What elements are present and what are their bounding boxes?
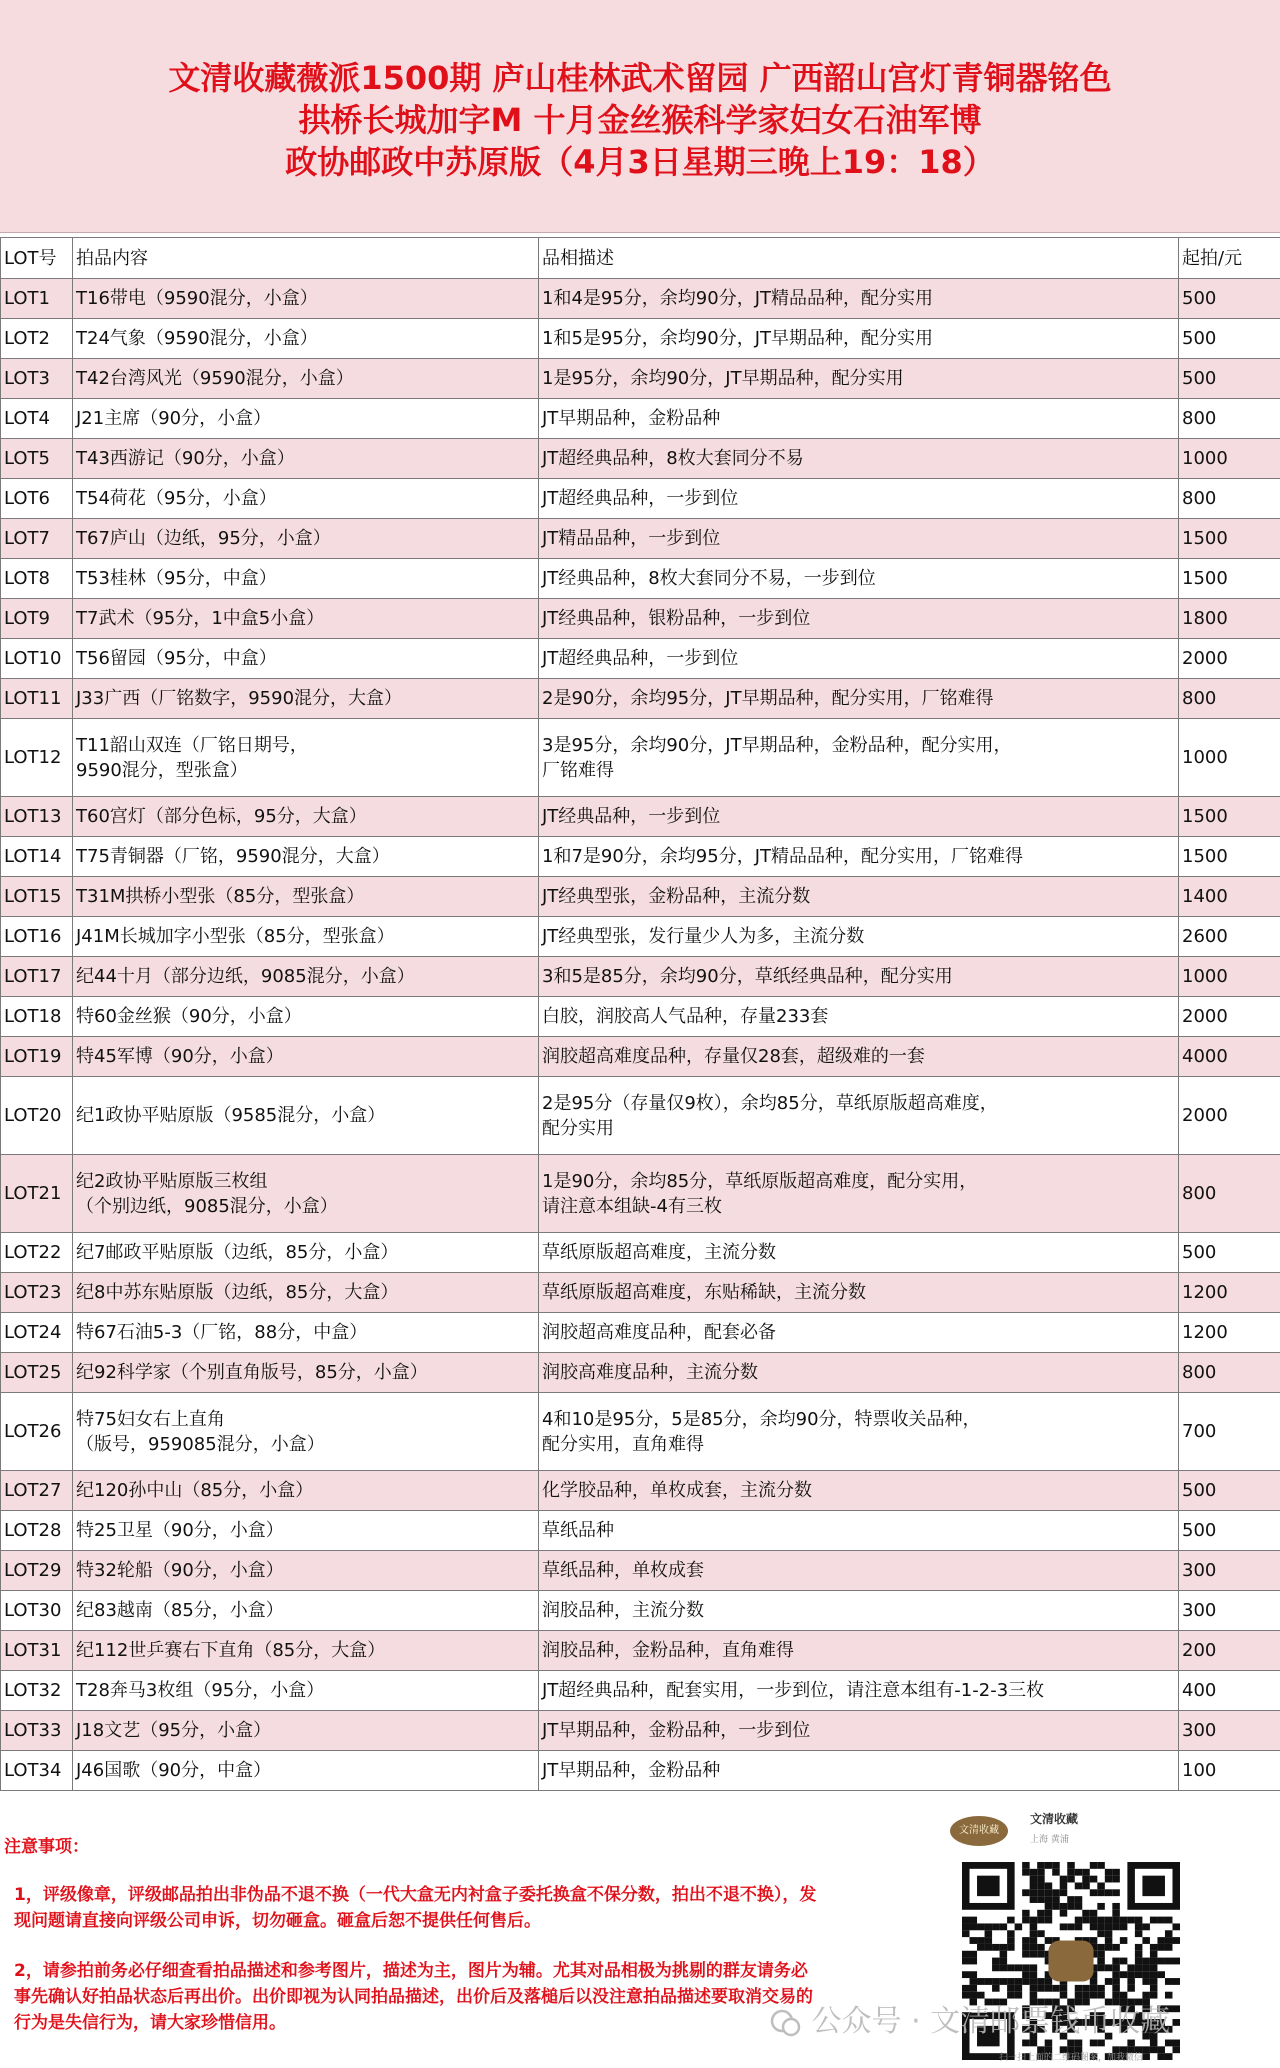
content-cell: 纪92科学家（个别直角版号，85分，小盒） (73, 1353, 539, 1393)
lot-cell: LOT20 (1, 1077, 73, 1155)
price-cell: 500 (1179, 279, 1280, 319)
price-cell: 300 (1179, 1591, 1280, 1631)
brand-card (950, 1806, 1190, 1866)
table-row (1, 1037, 1280, 1077)
watermark-text: 公众号 · 文清邮票钱币收藏 (811, 2004, 1171, 2039)
lot-cell: LOT28 (1, 1511, 73, 1551)
lot-cell: LOT3 (1, 359, 73, 399)
description-cell: 3是95分，余均90分，JT早期品种，金粉品种，配分实用， 厂铭难得 (539, 719, 1179, 797)
description-cell: 4和10是95分，5是85分，余均90分，特票收关品种， 配分实用，直角难得 (539, 1393, 1179, 1471)
lot-cell: LOT22 (1, 1233, 73, 1273)
content-cell: J41M长城加字小型张（85分，型张盒） (73, 917, 539, 957)
content-cell: 纪7邮政平贴原版（边纸，85分，小盒） (73, 1233, 539, 1273)
price-cell: 200 (1179, 1631, 1280, 1671)
description-cell: JT超经典品种，配套实用，一步到位，请注意本组有-1-2-3三枚 (539, 1671, 1179, 1711)
content-cell: J18文艺（95分，小盒） (73, 1711, 539, 1751)
note-2: 2，请参拍前务必仔细查看拍品描述和参考图片，描述为主，图片为辅。尤其对品相极为挑剔的群友请务必事先确认好拍品状态后再出价。出价即视为认同拍品描述，出价后及落槌后以没注意拍品描述要取消交易的行为是失信行为，请大家珍惜信用。 (14, 1961, 813, 2033)
table-header-row (1, 238, 1280, 279)
content-cell: T28奔马3枚组（95分，小盒） (73, 1671, 539, 1711)
description-cell: JT经典品种，银粉品种，一步到位 (539, 599, 1179, 639)
content-cell: T43西游记（90分，小盒） (73, 439, 539, 479)
price-cell: 1500 (1179, 797, 1280, 837)
price-cell: 1500 (1179, 519, 1280, 559)
price-cell: 2000 (1179, 997, 1280, 1037)
price-cell: 2000 (1179, 1077, 1280, 1155)
lot-cell: LOT25 (1, 1353, 73, 1393)
table-row (1, 957, 1280, 997)
table-row (1, 797, 1280, 837)
note-1: 1，评级像章，评级邮品拍出非伪品不退不换（一代大盒无内衬盒子委托换盒不保分数，拍出不退不换），发现问题请直接向评级公司申诉，切勿砸盒。砸盒后恕不提供任何售后。 (14, 1885, 817, 1931)
content-cell: J33广西（厂铭数字，9590混分，大盒） (73, 679, 539, 719)
title-line-2: 拱桥长城加字M 十月金丝猴科学家妇女石油军博 (298, 101, 982, 139)
description-cell: 润胶品种，主流分数 (539, 1591, 1179, 1631)
price-cell: 1200 (1179, 1273, 1280, 1313)
qr-caption: 扫一扫上面的二维码图案，加我微信 (998, 2053, 1143, 2063)
content-cell: 纪112世乒赛右下直角（85分，大盒） (73, 1631, 539, 1671)
content-cell: T75青铜器（厂铭，9590混分，大盒） (73, 837, 539, 877)
description-cell: 草纸品种，单枚成套 (539, 1551, 1179, 1591)
price-cell: 500 (1179, 319, 1280, 359)
header-description: 品相描述 (539, 238, 1179, 279)
content-cell: T60宫灯（部分色标，95分，大盒） (73, 797, 539, 837)
description-cell: JT超经典品种，8枚大套同分不易 (539, 439, 1179, 479)
price-cell: 1000 (1179, 957, 1280, 997)
lot-cell: LOT8 (1, 559, 73, 599)
content-cell: 特25卫星（90分，小盒） (73, 1511, 539, 1551)
header-lot: LOT号 (1, 238, 73, 279)
description-cell: JT经典品种，8枚大套同分不易，一步到位 (539, 559, 1179, 599)
lot-cell: LOT2 (1, 319, 73, 359)
content-cell: 纪1政协平贴原版（9585混分，小盒） (73, 1077, 539, 1155)
table-row (1, 1711, 1280, 1751)
description-cell: 润胶超高难度品种，配套必备 (539, 1313, 1179, 1353)
price-cell: 2600 (1179, 917, 1280, 957)
lot-cell: LOT32 (1, 1671, 73, 1711)
brand-location: 上海 黄浦 (1030, 1835, 1069, 1845)
table-row (1, 599, 1280, 639)
table-row (1, 319, 1280, 359)
description-cell: JT超经典品种，一步到位 (539, 479, 1179, 519)
price-cell: 500 (1179, 1233, 1280, 1273)
table-row (1, 1631, 1280, 1671)
description-cell: 润胶超高难度品种，存量仅28套，超级难的一套 (539, 1037, 1179, 1077)
table-row (1, 1671, 1280, 1711)
lot-cell: LOT16 (1, 917, 73, 957)
description-cell: 草纸原版超高难度，东贴稀缺，主流分数 (539, 1273, 1179, 1313)
table-row (1, 439, 1280, 479)
content-cell: 特60金丝猴（90分，小盒） (73, 997, 539, 1037)
content-cell: J46国歌（90分，中盒） (73, 1751, 539, 1791)
price-cell: 500 (1179, 1471, 1280, 1511)
price-cell: 800 (1179, 679, 1280, 719)
price-cell: 300 (1179, 1551, 1280, 1591)
price-cell: 1000 (1179, 719, 1280, 797)
description-cell: 白胶，润胶高人气品种，存量233套 (539, 997, 1179, 1037)
content-cell: T42台湾风光（9590混分，小盒） (73, 359, 539, 399)
content-cell: 特75妇女右上直角 （版号，959085混分，小盒） (73, 1393, 539, 1471)
description-cell: 3和5是85分，余均90分，草纸经典品种，配分实用 (539, 957, 1179, 997)
table-row (1, 719, 1280, 797)
description-cell: 1和4是95分，余均90分，JT精品品种，配分实用 (539, 279, 1179, 319)
table-row (1, 1077, 1280, 1155)
brand-name: 文清收藏 (1030, 1812, 1079, 1826)
price-cell: 800 (1179, 1353, 1280, 1393)
content-cell: T53桂林（95分，中盒） (73, 559, 539, 599)
table-row (1, 679, 1280, 719)
content-cell: T31M拱桥小型张（85分，型张盒） (73, 877, 539, 917)
description-cell: 润胶高难度品种，主流分数 (539, 1353, 1179, 1393)
title-line-3: 政协邮政中苏原版（4月3日星期三晚上19：18） (285, 143, 995, 181)
price-cell: 400 (1179, 1671, 1280, 1711)
table-row (1, 399, 1280, 439)
description-cell: JT早期品种，金粉品种 (539, 1751, 1179, 1791)
table-row (1, 1353, 1280, 1393)
description-cell: JT经典品种，一步到位 (539, 797, 1179, 837)
price-cell: 1800 (1179, 599, 1280, 639)
lot-cell: LOT1 (1, 279, 73, 319)
description-cell: 润胶品种，金粉品种，直角难得 (539, 1631, 1179, 1671)
content-cell: T11韶山双连（厂铭日期号， 9590混分，型张盒） (73, 719, 539, 797)
price-cell: 300 (1179, 1711, 1280, 1751)
price-cell: 1000 (1179, 439, 1280, 479)
content-cell: T54荷花（95分，小盒） (73, 479, 539, 519)
lot-cell: LOT26 (1, 1393, 73, 1471)
description-cell: 化学胶品种，单枚成套，主流分数 (539, 1471, 1179, 1511)
table-row (1, 917, 1280, 957)
price-cell: 100 (1179, 1751, 1280, 1791)
table-row (1, 359, 1280, 399)
description-cell: 2是90分，余均95分，JT早期品种，配分实用，厂铭难得 (539, 679, 1179, 719)
table-row (1, 1155, 1280, 1233)
lot-cell: LOT9 (1, 599, 73, 639)
price-cell: 1200 (1179, 1313, 1280, 1353)
description-cell: 草纸品种 (539, 1511, 1179, 1551)
lot-cell: LOT18 (1, 997, 73, 1037)
price-cell: 4000 (1179, 1037, 1280, 1077)
price-cell: 700 (1179, 1393, 1280, 1471)
description-cell: JT超经典品种，一步到位 (539, 639, 1179, 679)
lot-cell: LOT7 (1, 519, 73, 559)
price-cell: 800 (1179, 1155, 1280, 1233)
header-content: 拍品内容 (73, 238, 539, 279)
brand-logo: 文清收藏 (950, 1816, 1008, 1846)
description-cell: 2是95分（存量仅9枚），余均85分，草纸原版超高难度， 配分实用 (539, 1077, 1179, 1155)
lot-cell: LOT4 (1, 399, 73, 439)
lot-cell: LOT6 (1, 479, 73, 519)
price-cell: 800 (1179, 479, 1280, 519)
description-cell: 1是90分，余均85分，草纸原版超高难度，配分实用， 请注意本组缺-4有三枚 (539, 1155, 1179, 1233)
lot-cell: LOT30 (1, 1591, 73, 1631)
lot-cell: LOT31 (1, 1631, 73, 1671)
content-cell: 纪83越南（85分，小盒） (73, 1591, 539, 1631)
lot-cell: LOT23 (1, 1273, 73, 1313)
title-banner (0, 0, 1280, 233)
table-row (1, 479, 1280, 519)
description-cell: 1和5是95分，余均90分，JT早期品种，配分实用 (539, 319, 1179, 359)
lot-cell: LOT33 (1, 1711, 73, 1751)
table-row (1, 1233, 1280, 1273)
lot-cell: LOT19 (1, 1037, 73, 1077)
content-cell: T24气象（9590混分，小盒） (73, 319, 539, 359)
table-row (1, 559, 1280, 599)
table-row (1, 1591, 1280, 1631)
watermark (768, 1996, 1170, 2040)
content-cell: 特67石油5-3（厂铭，88分，中盒） (73, 1313, 539, 1353)
price-cell: 500 (1179, 359, 1280, 399)
table-row (1, 1393, 1280, 1471)
content-cell: T16带电（9590混分，小盒） (73, 279, 539, 319)
description-cell: JT精品品种，一步到位 (539, 519, 1179, 559)
wechat-official-account-icon (768, 2008, 802, 2038)
table-row (1, 1551, 1280, 1591)
content-cell: 特32轮船（90分，小盒） (73, 1551, 539, 1591)
table-row (1, 279, 1280, 319)
table-row (1, 1273, 1280, 1313)
content-cell: 特45军博（90分，小盒） (73, 1037, 539, 1077)
lot-cell: LOT15 (1, 877, 73, 917)
table-row (1, 519, 1280, 559)
content-cell: 纪2政协平贴原版三枚组 （个别边纸，9085混分，小盒） (73, 1155, 539, 1233)
lots-table-body (1, 279, 1280, 1791)
title-line-1: 文清收藏薇派1500期 庐山桂林武术留园 广西韶山宫灯青铜器铭色 (168, 59, 1112, 97)
lot-cell: LOT34 (1, 1751, 73, 1791)
lot-cell: LOT10 (1, 639, 73, 679)
price-cell: 1500 (1179, 837, 1280, 877)
description-cell: JT经典型张，金粉品种，主流分数 (539, 877, 1179, 917)
description-cell: JT早期品种，金粉品种，一步到位 (539, 1711, 1179, 1751)
lot-cell: LOT11 (1, 679, 73, 719)
description-cell: JT经典型张，发行量少人为多，主流分数 (539, 917, 1179, 957)
lot-cell: LOT27 (1, 1471, 73, 1511)
description-cell: JT早期品种，金粉品种 (539, 399, 1179, 439)
table-row (1, 997, 1280, 1037)
notes-title: 注意事项： (4, 1837, 89, 1857)
table-row (1, 1313, 1280, 1353)
table-row (1, 1511, 1280, 1551)
price-cell: 1400 (1179, 877, 1280, 917)
lot-cell: LOT21 (1, 1155, 73, 1233)
content-cell: 纪120孙中山（85分，小盒） (73, 1471, 539, 1511)
lots-table (0, 237, 1280, 1791)
content-cell: T67庐山（边纸，95分，小盒） (73, 519, 539, 559)
lot-cell: LOT29 (1, 1551, 73, 1591)
table-row (1, 639, 1280, 679)
lot-cell: LOT13 (1, 797, 73, 837)
lot-cell: LOT12 (1, 719, 73, 797)
description-cell: 1和7是90分，余均95分，JT精品品种，配分实用，厂铭难得 (539, 837, 1179, 877)
header-start-price: 起拍/元 (1179, 238, 1280, 279)
lot-cell: LOT5 (1, 439, 73, 479)
description-cell: 草纸原版超高难度，主流分数 (539, 1233, 1179, 1273)
content-cell: T7武术（95分，1中盒5小盒） (73, 599, 539, 639)
price-cell: 500 (1179, 1511, 1280, 1551)
price-cell: 2000 (1179, 639, 1280, 679)
lot-cell: LOT24 (1, 1313, 73, 1353)
table-row (1, 877, 1280, 917)
lot-cell: LOT14 (1, 837, 73, 877)
content-cell: J21主席（90分，小盒） (73, 399, 539, 439)
description-cell: 1是95分，余均90分，JT早期品种，配分实用 (539, 359, 1179, 399)
price-cell: 800 (1179, 399, 1280, 439)
price-cell: 1500 (1179, 559, 1280, 599)
content-cell: 纪44十月（部分边纸，9085混分，小盒） (73, 957, 539, 997)
lot-cell: LOT17 (1, 957, 73, 997)
table-row (1, 1751, 1280, 1791)
content-cell: T56留园（95分，中盒） (73, 639, 539, 679)
content-cell: 纪8中苏东贴原版（边纸，85分，大盒） (73, 1273, 539, 1313)
table-row (1, 1471, 1280, 1511)
table-row (1, 837, 1280, 877)
